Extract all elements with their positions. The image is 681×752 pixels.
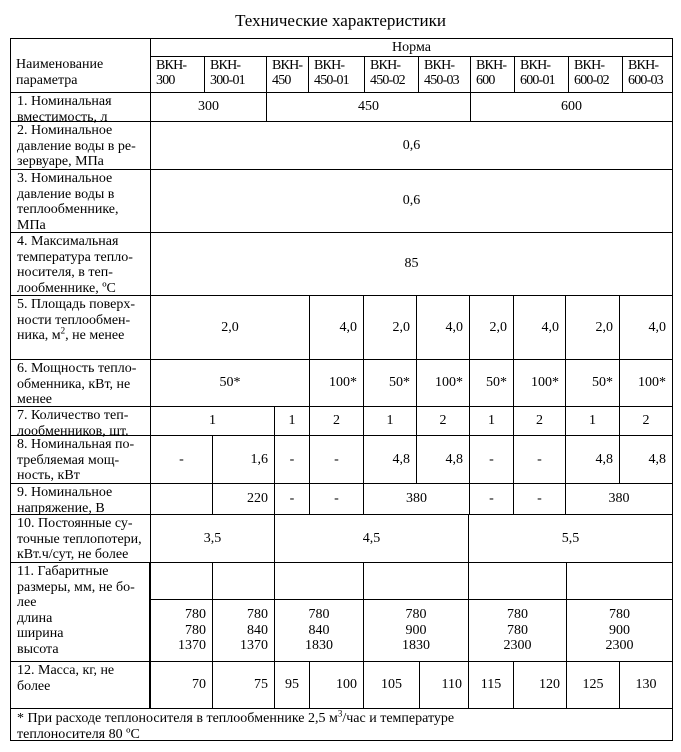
- model-header-line1: ВКН-: [156, 58, 187, 73]
- cell-exchanger-count: 2: [513, 406, 566, 436]
- footnote-sup: 3: [337, 708, 343, 719]
- cell-exchanger-count: 1: [150, 406, 275, 436]
- dimension-cell: [363, 599, 469, 662]
- row-label-12: 12. Масса, кг, не более: [10, 661, 151, 709]
- cell-exchanger-area: 4,0: [513, 295, 566, 360]
- dimension-blank-cell: [363, 562, 469, 600]
- cell-exchanger-power: 50*: [363, 359, 417, 407]
- dimension-height: 1830: [305, 638, 333, 654]
- row-label-10: 10. Постоянные су-точные теплопотери, кВт.ч/сут, не более: [10, 514, 151, 563]
- dimension-cell: [274, 599, 364, 662]
- cell-capacity-300: 300: [150, 92, 267, 122]
- model-header: [364, 56, 419, 93]
- dimension-length: 780: [507, 607, 528, 623]
- footnote: [10, 708, 673, 741]
- cell-power-consumption: 1,6: [212, 435, 275, 484]
- cell-voltage: 380: [565, 483, 673, 515]
- model-header-line1: ВКН-: [520, 58, 551, 73]
- cell-exchanger-power: 50*: [150, 359, 310, 407]
- row-label-7: 7. Количество теп-лообменников, шт.: [10, 406, 151, 436]
- cell-heat-loss-300: 3,5: [150, 514, 275, 563]
- row-label-5-tail: , не менее: [65, 328, 125, 343]
- cell-mass: 100: [309, 661, 364, 709]
- cell-mass: 75: [212, 661, 275, 709]
- dimension-blank-cell: [149, 562, 213, 600]
- model-header-line2: 300-01: [210, 73, 245, 88]
- dimension-cell: [149, 599, 213, 662]
- cell-power-consumption: 4,8: [416, 435, 470, 484]
- model-header: [418, 56, 471, 93]
- cell-exchanger-area: 4,0: [619, 295, 673, 360]
- cell-power-consumption: 4,8: [565, 435, 620, 484]
- cell-max-temp: 85: [150, 232, 673, 296]
- model-header-line2: 450-03: [424, 73, 459, 88]
- cell-exchanger-area: 2,0: [150, 295, 310, 360]
- model-header: [470, 56, 515, 93]
- model-header-line2: 600: [476, 73, 495, 88]
- row-label-11-width: ширина: [17, 626, 64, 641]
- dimension-width: 840: [308, 622, 330, 638]
- cell-power-consumption: -: [309, 435, 364, 484]
- row-label-6: 6. Мощность тепло-обменника, кВт, не менее: [10, 359, 151, 407]
- dimension-cell: [212, 599, 275, 662]
- footnote-text-a: * При расходе теплоносителя в теплообменнике 2,5 м: [17, 711, 338, 726]
- cell-voltage: -: [513, 483, 566, 515]
- model-header-line2: 600-01: [520, 73, 555, 88]
- cell-mass: 95: [274, 661, 310, 709]
- row-label-3: 3. Номинальное давление воды в теплообменнике, МПа: [10, 169, 151, 233]
- dimension-blank-cell: [468, 562, 567, 600]
- dimension-blank-cell: [212, 562, 275, 600]
- model-header: [622, 56, 673, 93]
- dimension-blank-cell: [566, 562, 673, 600]
- dimension-blank-cell: [274, 562, 364, 600]
- row-label-4: 4. Максимальная температура тепло-носителя, в теп-лообменнике, ºС: [10, 232, 151, 296]
- cell-power-consumption: -: [513, 435, 566, 484]
- cell-power-consumption: -: [469, 435, 514, 484]
- cell-exchanger-power: 50*: [565, 359, 620, 407]
- cell-mass: 115: [468, 661, 514, 709]
- cell-mass: 125: [566, 661, 620, 709]
- cell-power-consumption: -: [150, 435, 213, 484]
- cell-exchanger-area: 4,0: [416, 295, 470, 360]
- model-header-line2: 600-02: [574, 73, 609, 88]
- dimension-length: 780: [308, 607, 330, 623]
- model-header-line2: 600-03: [628, 73, 663, 88]
- cell-voltage: -: [469, 483, 514, 515]
- cell-exchanger-power: 100*: [513, 359, 566, 407]
- cell-mass: 105: [363, 661, 420, 709]
- dimension-width: 900: [609, 622, 630, 638]
- dimension-length: 780: [247, 607, 268, 623]
- cell-heat-loss-600: 5,5: [468, 514, 673, 563]
- model-header-line1: ВКН-: [628, 58, 659, 73]
- cell-exchanger-count: 1: [469, 406, 514, 436]
- footnote-text-c: теплоносителя 80 ºС: [17, 727, 140, 742]
- cell-mass: 110: [419, 661, 469, 709]
- row-label-8: 8. Номинальная по-требляемая мощ-ность, кВт: [10, 435, 151, 484]
- model-header-line2: 300: [156, 73, 175, 88]
- cell-mass: 120: [513, 661, 567, 709]
- model-header-line1: ВКН-: [210, 58, 241, 73]
- model-header-line2: 450: [272, 73, 291, 88]
- cell-exchanger-power: 50*: [469, 359, 514, 407]
- model-header-line1: ВКН-: [370, 58, 401, 73]
- cell-exchanger-power: 100*: [309, 359, 364, 407]
- cell-power-consumption: 4,8: [619, 435, 673, 484]
- cell-exchanger-count: 2: [309, 406, 364, 436]
- row-label-5-sup: 2: [60, 325, 66, 336]
- cell-power-consumption: 4,8: [363, 435, 417, 484]
- dimension-cell: [468, 599, 567, 662]
- cell-exchanger-area: 2,0: [469, 295, 514, 360]
- dimension-width: 780: [185, 622, 206, 638]
- dimension-height: 1830: [402, 638, 430, 654]
- norm-header: Норма: [150, 38, 673, 57]
- row-label-11-length: длина: [17, 610, 53, 626]
- cell-exchanger-count: 1: [565, 406, 620, 436]
- dimension-length: 780: [405, 607, 427, 623]
- cell-power-consumption: -: [274, 435, 310, 484]
- model-header: [568, 56, 623, 93]
- dimension-width: 840: [247, 622, 268, 638]
- dimension-width: 780: [507, 622, 528, 638]
- cell-exchanger-power: 100*: [619, 359, 673, 407]
- dimension-width: 900: [405, 622, 427, 638]
- dimension-length: 780: [609, 607, 630, 623]
- model-header: [514, 56, 569, 93]
- row-label-5: [10, 295, 151, 360]
- cell-exchanger-count: 1: [274, 406, 310, 436]
- cell-exchanger-area: 2,0: [565, 295, 620, 360]
- cell-voltage: [150, 483, 213, 515]
- model-header-line1: ВКН-: [424, 58, 455, 73]
- model-header: [266, 56, 309, 93]
- row-label-11-height: высота: [17, 641, 59, 657]
- cell-voltage: -: [274, 483, 310, 515]
- cell-voltage: 380: [363, 483, 470, 515]
- page-title: Технические характеристики: [235, 11, 446, 30]
- model-header-line1: ВКН-: [314, 58, 345, 73]
- model-header: [204, 56, 267, 93]
- cell-exchanger-power: 100*: [416, 359, 470, 407]
- model-header-line2: 450-02: [370, 73, 405, 88]
- model-header-line1: ВКН-: [272, 58, 303, 73]
- cell-exchanger-count: 2: [416, 406, 470, 436]
- row-label-11-title: 11. Габаритные размеры, мм, не бо-лее: [17, 564, 135, 610]
- footnote-text-b: /час и температуре: [342, 711, 455, 726]
- dimension-height: 2300: [503, 638, 532, 654]
- row-label-9: 9. Номинальное напряжение, В: [10, 483, 151, 515]
- cell-voltage: 220: [212, 483, 275, 515]
- cell-exchanger-count: 2: [619, 406, 673, 436]
- dimension-cell: [566, 599, 673, 662]
- param-header: [10, 38, 151, 93]
- param-header-label: Наименование параметра: [16, 57, 104, 88]
- row-label-5-text: 5. Площадь поверх-ности теплообмен-ника, м: [17, 297, 135, 343]
- cell-tank-pressure: 0,6: [150, 121, 673, 170]
- cell-exchanger-area: 4,0: [309, 295, 364, 360]
- model-header: [308, 56, 365, 93]
- cell-exchanger-area: 2,0: [363, 295, 417, 360]
- cell-mass: 70: [149, 661, 213, 709]
- dimension-height: 1370: [178, 638, 206, 654]
- model-header: [150, 56, 205, 93]
- cell-exchanger-pressure: 0,6: [150, 169, 673, 233]
- row-label-11: [10, 562, 151, 662]
- dimension-length: 780: [185, 607, 206, 623]
- model-header-line1: ВКН-: [574, 58, 605, 73]
- cell-capacity-600: 600: [470, 92, 673, 122]
- row-label-2: 2. Номинальное давление воды в ре-зервуаре, МПа: [10, 121, 151, 170]
- cell-mass: 130: [619, 661, 673, 709]
- cell-capacity-450: 450: [266, 92, 471, 122]
- cell-heat-loss-450: 4,5: [274, 514, 469, 563]
- cell-exchanger-count: 1: [363, 406, 417, 436]
- model-header-line2: 450-01: [314, 73, 349, 88]
- model-header-line1: ВКН-: [476, 58, 507, 73]
- dimension-height: 1370: [240, 638, 268, 654]
- cell-voltage: -: [309, 483, 364, 515]
- dimension-height: 2300: [605, 638, 634, 654]
- row-label-1: 1. Номинальная вместимость, л: [10, 92, 151, 122]
